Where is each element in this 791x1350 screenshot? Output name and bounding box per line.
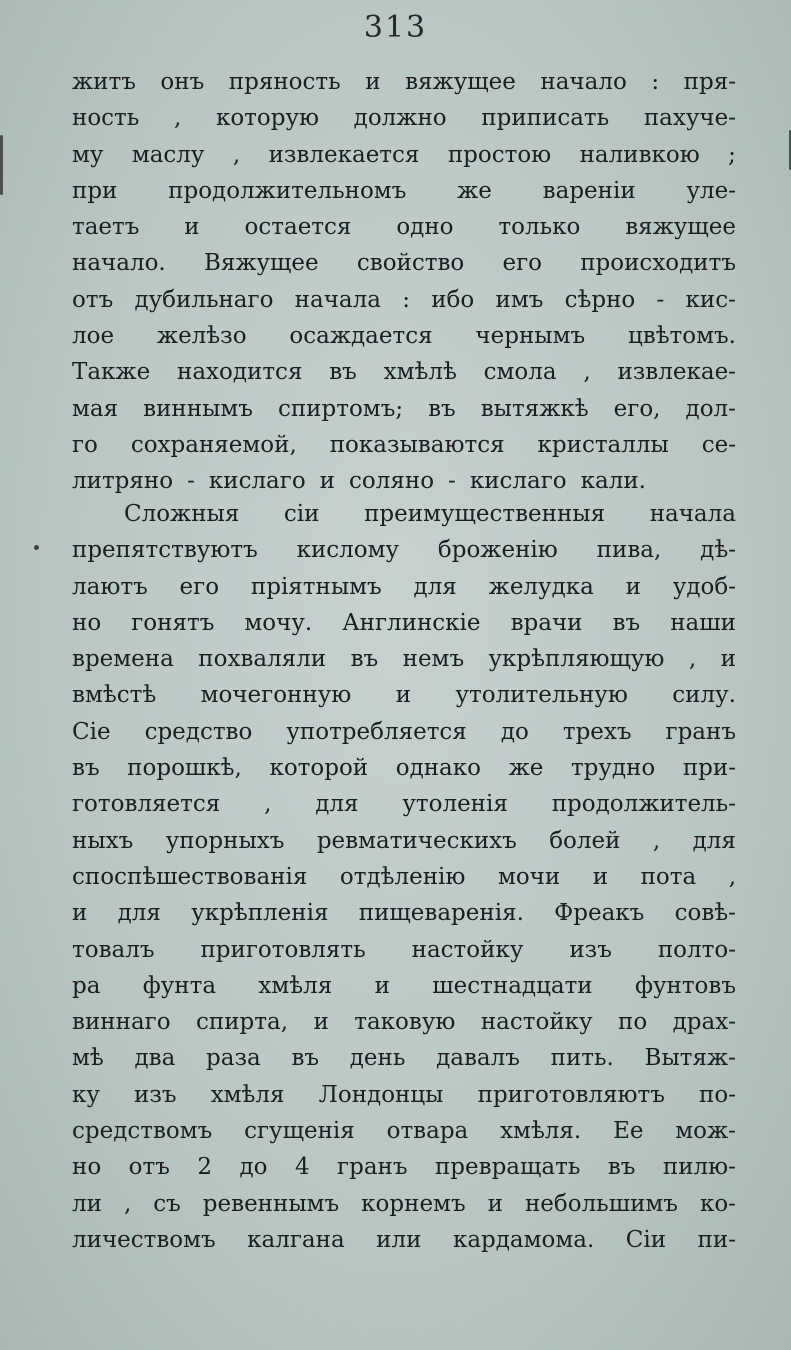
text-line: лое желѣзо осаждается чернымъ цвѣтомъ. xyxy=(72,323,736,350)
text-line: ли , съ ревеннымъ корнемъ и небольшимъ ко- xyxy=(72,1190,736,1217)
text-line: Сіе средство употребляется до трехъ гранъ xyxy=(72,718,736,745)
text-line: Также находится въ хмѣлѣ смола , извлекае- xyxy=(72,359,736,386)
text-line: препятствуютъ кислому броженію пива, дѣ- xyxy=(72,537,736,564)
text-line: ра фунта хмѣля и шестнадцати фунтовъ xyxy=(72,972,736,999)
text-line: времена похваляли въ немъ укрѣпляющую , и xyxy=(72,646,736,673)
text-line: при продолжительномъ же вареніи уле- xyxy=(72,177,736,204)
text-line: ныхъ упорныхъ ревматическихъ болей , для xyxy=(72,827,736,854)
text-line: го сохраняемой, показываются кристаллы се- xyxy=(72,431,736,458)
text-line: му маслу , извлекается простою наливкою ; xyxy=(72,141,736,168)
text-line: житъ онъ пряность и вяжущее начало : пря- xyxy=(72,69,736,95)
text-line: Сложныя сіи преимущественныя начала xyxy=(124,501,736,527)
text-line: но отъ 2 до 4 гранъ превращать въ пилю- xyxy=(72,1154,736,1181)
text-line: лаютъ его пріятнымъ для желудка и удоб- xyxy=(72,573,736,600)
paragraph-1 xyxy=(72,64,736,500)
text-line: ность , которую должно приписать пахуче- xyxy=(72,105,736,132)
page-number: 313 xyxy=(363,10,428,45)
text-line: товалъ приготовлять настойку изъ полто- xyxy=(72,936,736,963)
text-line: но гонятъ мочу. Англинскіе врачи въ наши xyxy=(72,609,736,636)
text-line: отъ дубильнаго начала : ибо имъ сѣрно - кис- xyxy=(72,286,736,313)
text-line: ку изъ хмѣля Лондонцы приготовляютъ по- xyxy=(72,1081,736,1108)
text-line: споспѣшествованія отдѣленію мочи и пота , xyxy=(72,863,736,890)
ink-speck xyxy=(34,545,39,550)
paragraph-2 xyxy=(72,496,736,1258)
text-line: литряно - кислаго и соляно - кислаго кали. xyxy=(72,468,646,495)
text-line: мѣ два раза въ день давалъ пить. Вытяж- xyxy=(72,1045,736,1072)
text-line: и для укрѣпленія пищеваренія. Фреакъ совѣ- xyxy=(72,900,736,927)
text-line: таетъ и остается одно только вяжущее xyxy=(72,214,736,241)
margin-stain-left xyxy=(0,135,3,195)
text-line: вмѣстѣ мочегонную и утолительную силу. xyxy=(72,682,736,709)
text-line: готовляется , для утоленія продолжитель- xyxy=(72,791,736,818)
text-line: въ порошкѣ, которой однако же трудно при- xyxy=(72,755,736,782)
text-line: личествомъ калгана или кардамома. Сіи пи- xyxy=(72,1226,736,1253)
text-line: мая виннымъ спиртомъ; въ вытяжкѣ его, дол- xyxy=(72,395,736,422)
text-line: начало. Вяжущее свойство его происходитъ xyxy=(72,250,736,277)
text-line: средствомъ сгущенія отвара хмѣля. Ее мож- xyxy=(72,1118,736,1145)
text-line: виннаго спирта, и таковую настойку по драх- xyxy=(72,1009,736,1036)
